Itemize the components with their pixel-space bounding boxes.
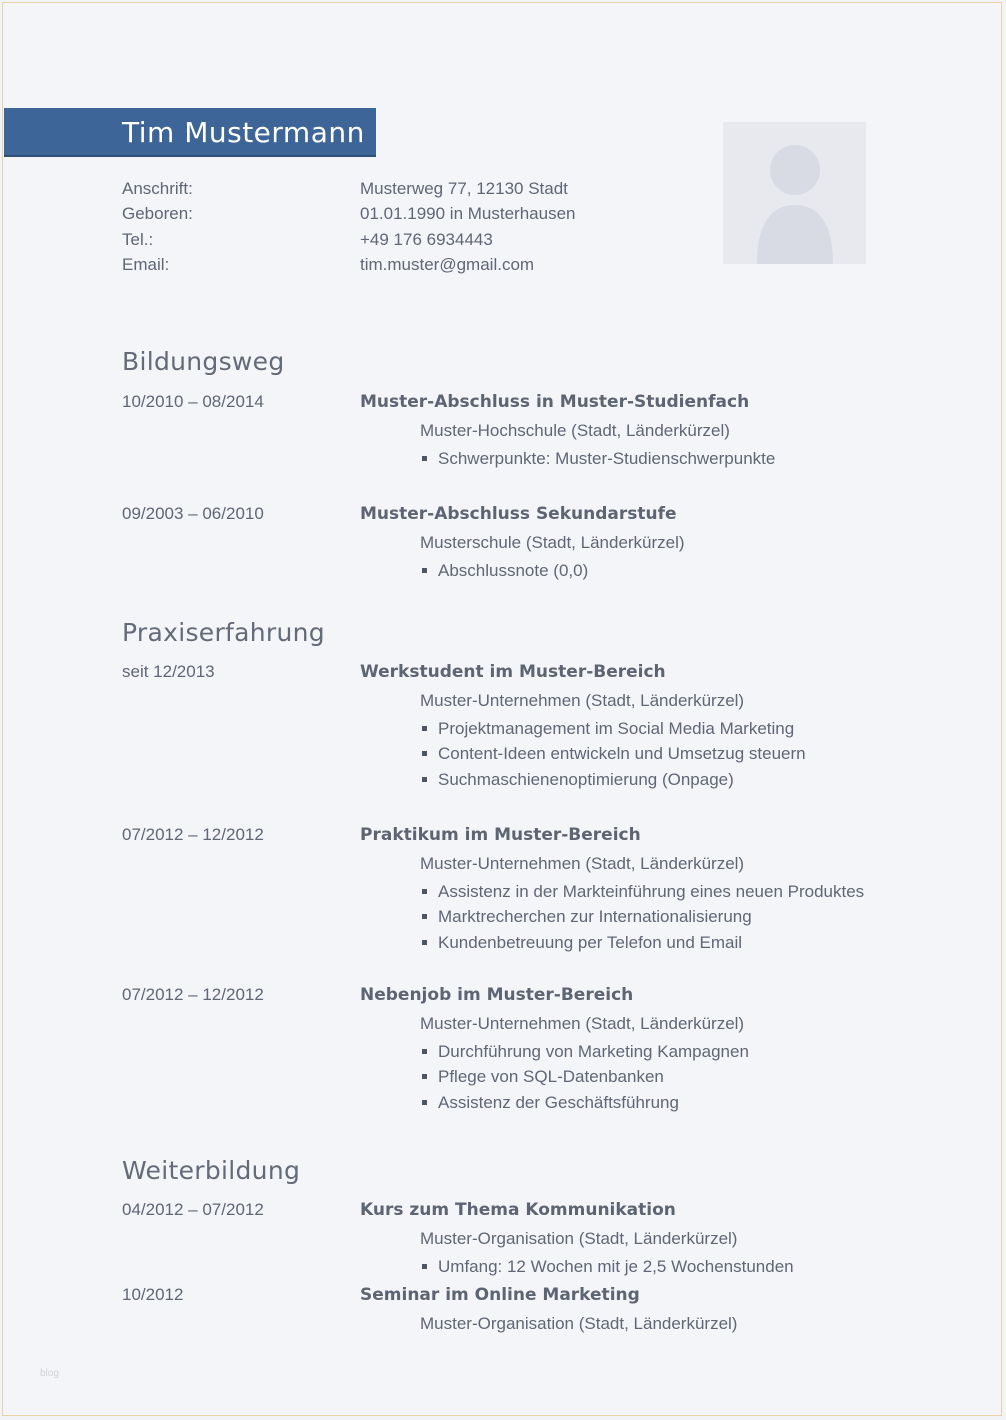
entry-date: 04/2012 – 07/2012 — [122, 1200, 264, 1219]
contact-value: tim.muster@gmail.com — [360, 255, 535, 274]
entry-bullets — [420, 716, 806, 792]
entry-date: 07/2012 – 12/2012 — [122, 825, 264, 844]
entry-date: 10/2012 — [122, 1285, 184, 1304]
entry-title: Werkstudent im Muster-Bereich — [360, 662, 666, 682]
section-title-training: Weiterbildung — [122, 1156, 301, 1185]
entry-bullets — [420, 446, 775, 471]
person-silhouette-icon — [723, 122, 866, 264]
entry-bullets — [420, 558, 588, 583]
bullet-item: Durchführung von Marketing Kampagnen — [420, 1039, 749, 1064]
entry-title: Seminar im Online Marketing — [360, 1285, 640, 1305]
contact-label: Geboren: — [122, 204, 193, 223]
contact-value: Musterweg 77, 12130 Stadt — [360, 179, 568, 198]
name-banner — [4, 108, 376, 157]
entry-date: 07/2012 – 12/2012 — [122, 985, 264, 1004]
watermark: blog — [40, 1368, 59, 1379]
contact-label: Anschrift: — [122, 179, 193, 198]
entry-bullets — [420, 1039, 749, 1115]
entry-title: Muster-Abschluss Sekundarstufe — [360, 504, 677, 524]
entry-bullets — [420, 879, 864, 955]
bullet-item: Umfang: 12 Wochen mit je 2,5 Wochenstunden — [420, 1254, 794, 1279]
bullet-item: Suchmaschienenoptimierung (Onpage) — [420, 767, 806, 792]
bullet-item: Schwerpunkte: Muster-Studienschwerpunkte — [420, 446, 775, 471]
section-title-experience: Praxiserfahrung — [122, 618, 325, 647]
entry-title: Kurs zum Thema Kommunikation — [360, 1200, 676, 1220]
entry-date: 09/2003 – 06/2010 — [122, 504, 264, 523]
profile-photo — [723, 122, 866, 264]
bullet-item: Kundenbetreuung per Telefon und Email — [420, 930, 864, 955]
entry-organization: Muster-Organisation (Stadt, Länderkürzel) — [420, 1314, 738, 1333]
entry-title: Praktikum im Muster-Bereich — [360, 825, 641, 845]
bullet-item: Assistenz der Geschäftsführung — [420, 1090, 749, 1115]
contact-label: Tel.: — [122, 230, 154, 249]
entry-organization: Muster-Unternehmen (Stadt, Länderkürzel) — [420, 854, 745, 873]
person-name: Tim Mustermann — [122, 116, 365, 149]
contact-value: +49 176 6934443 — [360, 230, 493, 249]
entry-bullets — [420, 1254, 794, 1279]
entry-date: seit 12/2013 — [122, 662, 215, 681]
bullet-item: Projektmanagement im Social Media Marketing — [420, 716, 806, 741]
entry-organization: Musterschule (Stadt, Länderkürzel) — [420, 533, 685, 552]
bullet-item: Assistenz in der Markteinführung eines neuen Produktes — [420, 879, 864, 904]
bullet-item: Marktrecherchen zur Internationalisierung — [420, 904, 864, 929]
entry-organization: Muster-Organisation (Stadt, Länderkürzel) — [420, 1229, 738, 1248]
contact-label: Email: — [122, 255, 170, 274]
entry-date: 10/2010 – 08/2014 — [122, 392, 264, 411]
section-title-education: Bildungsweg — [122, 347, 285, 376]
entry-organization: Muster-Unternehmen (Stadt, Länderkürzel) — [420, 691, 745, 710]
contact-value: 01.01.1990 in Musterhausen — [360, 204, 576, 223]
bullet-item: Pflege von SQL-Datenbanken — [420, 1064, 749, 1089]
bullet-item: Abschlussnote (0,0) — [420, 558, 588, 583]
entry-title: Muster-Abschluss in Muster-Studienfach — [360, 392, 750, 412]
entry-organization: Muster-Hochschule (Stadt, Länderkürzel) — [420, 421, 730, 440]
entry-title: Nebenjob im Muster-Bereich — [360, 985, 634, 1005]
bullet-item: Content-Ideen entwickeln und Umsetzug steuern — [420, 741, 806, 766]
entry-organization: Muster-Unternehmen (Stadt, Länderkürzel) — [420, 1014, 745, 1033]
